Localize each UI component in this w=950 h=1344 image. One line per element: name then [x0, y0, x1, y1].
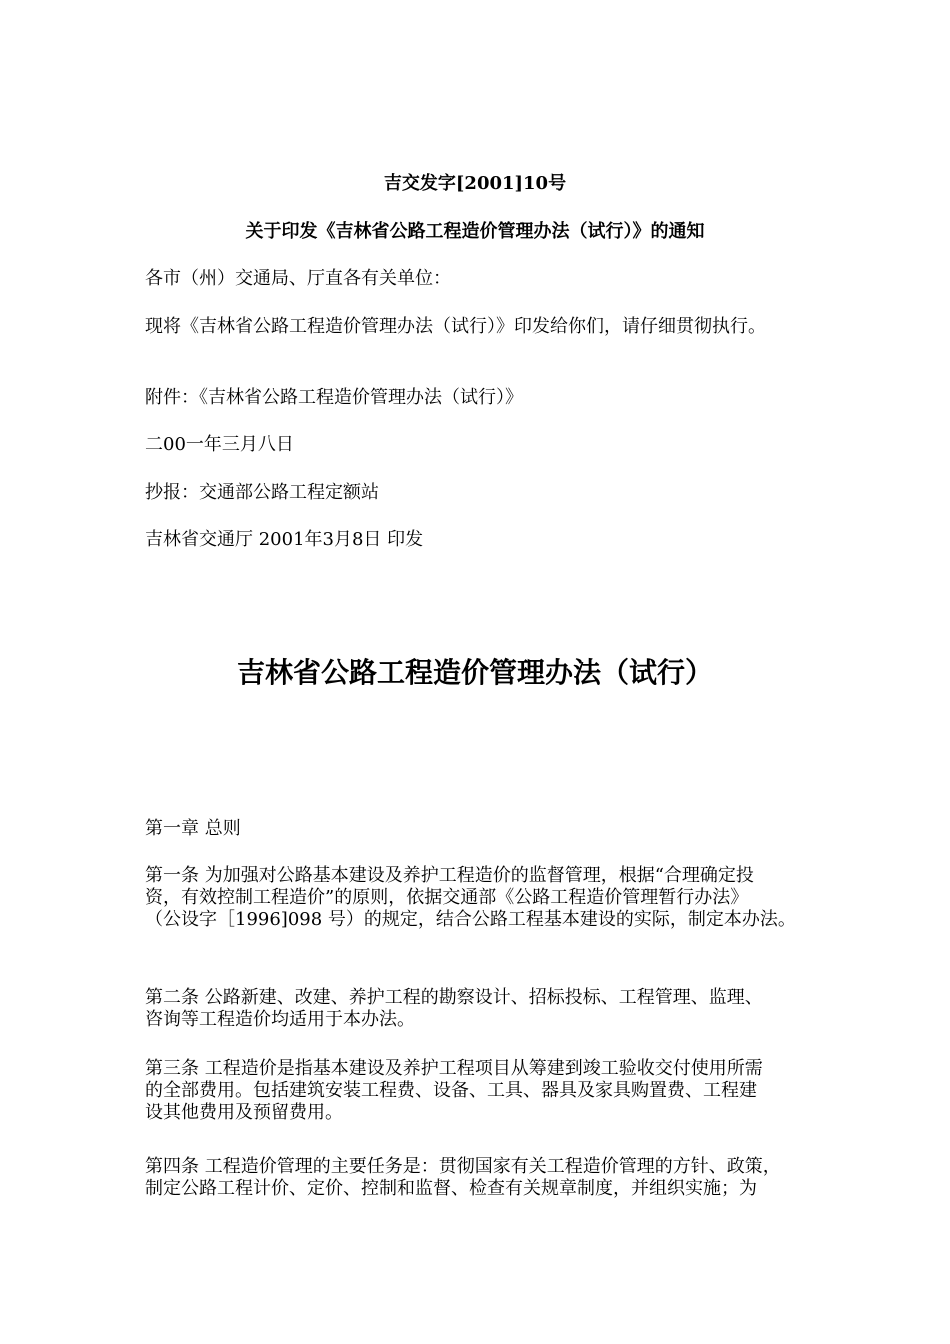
article-2	[145, 987, 845, 1031]
article-1	[145, 865, 845, 931]
regulation-title: 吉林省公路工程造价管理办法（试行）	[236, 656, 713, 689]
article-3	[145, 1058, 845, 1124]
issued-line: 吉林省交通厅 2001年3月8日 印发	[145, 529, 424, 550]
notice-heading: 关于印发《吉林省公路工程造价管理办法（试行）》的通知	[245, 221, 705, 242]
article-1-line: （公设字［1996]098 号）的规定，结合公路工程基本建设的实际，制定本办法。	[145, 909, 796, 930]
article-4-line: 制定公路工程计价、定价、控制和监督、检查有关规章制度，并组织实施；为	[145, 1178, 757, 1199]
article-3-line: 设其他费用及预留费用。	[145, 1102, 343, 1123]
cc-line: 抄报：交通部公路工程定额站	[145, 482, 379, 503]
doc-number: 吉交发字[2001]10号	[383, 173, 567, 194]
attachment-line: 附件：《吉林省公路工程造价管理办法（试行）》	[145, 387, 523, 408]
article-3-line: 第三条 工程造价是指基本建设及养护工程项目从筹建到竣工验收交付使用所需	[145, 1058, 763, 1079]
notice-date: 二00一年三月八日	[145, 434, 294, 455]
notice-body: 现将《吉林省公路工程造价管理办法（试行）》印发给你们，请仔细贯彻执行。	[145, 316, 766, 337]
article-1-line: 第一条 为加强对公路基本建设及养护工程造价的监督管理，根据“合理确定投	[145, 865, 754, 886]
article-2-line: 咨询等工程造价均适用于本办法。	[145, 1009, 415, 1030]
chapter-heading: 第一章 总则	[145, 818, 241, 839]
article-4-line: 第四条 工程造价管理的主要任务是：贯彻国家有关工程造价管理的方针、政策，	[145, 1156, 781, 1177]
article-3-line: 的全部费用。包括建筑安装工程费、设备、工具、器具及家具购置费、工程建	[145, 1080, 757, 1101]
article-1-line: 资，有效控制工程造价”的原则，依据交通部《公路工程造价管理暂行办法》	[145, 887, 749, 908]
article-4	[145, 1156, 845, 1200]
salutation: 各市（州）交通局、厅直各有关单位：	[145, 268, 451, 289]
article-2-line: 第二条 公路新建、改建、养护工程的勘察设计、招标投标、工程管理、监理、	[145, 987, 763, 1008]
